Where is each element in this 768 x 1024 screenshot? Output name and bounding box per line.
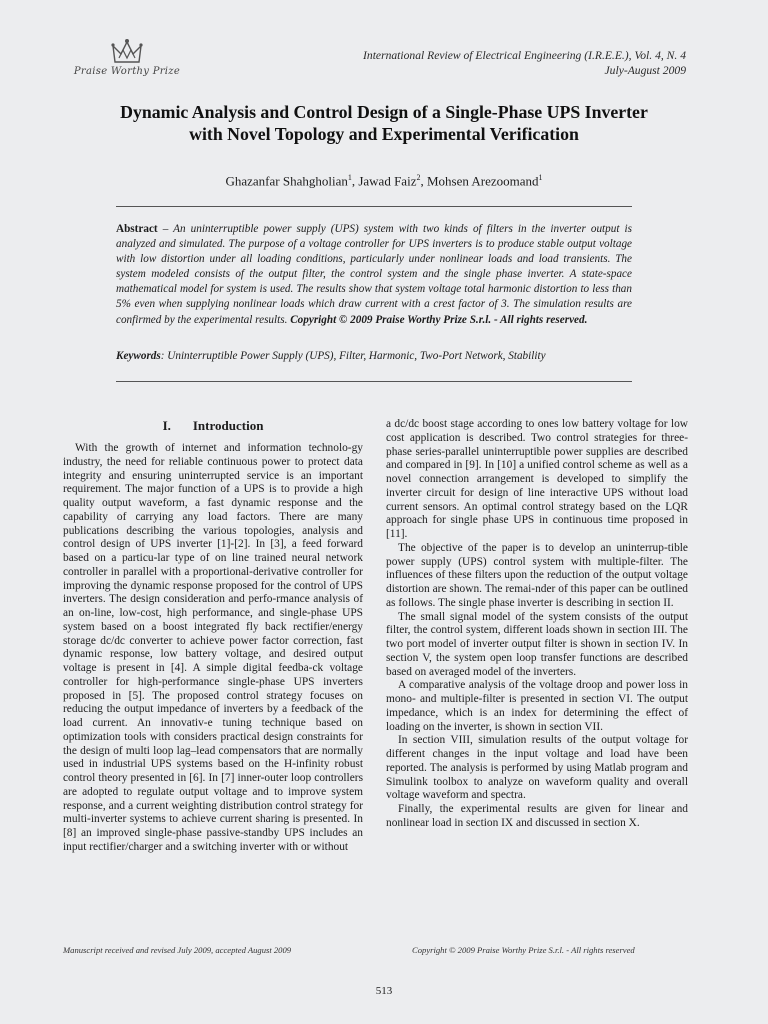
- crown-logo-icon: [107, 38, 147, 66]
- publisher-logo: [62, 38, 192, 77]
- affiliation-mark: 2: [416, 173, 421, 182]
- abstract-copyright: Copyright © 2009 Praise Worthy Prize S.r.l. - All rights reserved.: [290, 313, 588, 326]
- paragraph: With the growth of internet and information technolo-gy industry, the need for reliable continuous power to protect data integrity and ensuring uninterrupted service is an important requirement. The major function of a UPS is to provide a high quality output waveform, a fast dynamic response and the capability of carrying any load factors. There are many publications describing the various topologies, analysis and control design of UPS inverter [1]-[2]. In [3], a feed forward based on a particu-lar type of on line trained neural network controller in parallel with a proportional-derivative controller for improving the dynamic response proposed for the control of UPS inverters. The design consideration and perfo-rmance analysis of an on-line, low-cost, high performance, and single-phase UPS system based on a boost integrated fly back rectifier/energy storage dc/dc converter to achieve power factor correction, fast dynamic response, low battery voltage, and desired output voltage is present in [4]. A simple digital feedba-ck voltage controller for high-performance single-phase UPS inverters proposed in [5]. The proposed control strategy focuses on reducing the output impedance of inverters by a feedback of the load current. An innovativ-e tuning technique based on optimization tools with considers practical design constraints for the design of multi loop lag–lead compensators that are normally used in industrial UPS systems based on the H-infinity robust control theory presented in [6]. In [7] inner-outer loop controllers are adopted to regulate output voltage and to improve system response, and a current weighting distribution control strategy for multi-inverter systems to achieve current sharing is presented. In [8] an improved single-phase passive-standby UPS includes an input rectifier/charger and a switching inverter with or without: [63, 442, 363, 853]
- abstract: [116, 222, 632, 328]
- paragraph: The objective of the paper is to develop an uninterrup-tible power supply (UPS) control system with multiple-filter. The influences of these filters upon the reduction of the output voltage distortion are shown. The remai-nder of this paper can be outlined as follows. The single phase inverter is describing in section II.: [386, 541, 688, 609]
- paragraph: In section VIII, simulation results of the output voltage for different changes in the input voltage and load have been reported. The analysis is performed by using Matlab program and Simulink toolbox to analyze on waveform quality and overall voltage waveform and spectra.: [386, 734, 688, 802]
- title-line: Dynamic Analysis and Control Design of a Single-Phase UPS Inverter: [120, 102, 648, 122]
- journal-date: July-August 2009: [604, 64, 686, 77]
- affiliation-mark: 1: [538, 173, 543, 182]
- title-line: with Novel Topology and Experimental Verification: [189, 124, 579, 144]
- footer-copyright: Copyright © 2009 Praise Worthy Prize S.r.l. - All rights reserved: [412, 945, 635, 955]
- keywords-text: : Uninterruptible Power Supply (UPS), Filter, Harmonic, Two-Port Network, Stability: [160, 350, 546, 362]
- journal-line: International Review of Electrical Engineering (I.R.E.E.), Vol. 4, N. 4: [363, 49, 686, 62]
- paragraph: a dc/dc boost stage according to ones low battery voltage for low cost application is described. Two control strategies for three-phase series-parallel uninterruptible power supplies are described and compared in [9]. In [10] a unified control scheme as well as a novel connection arrangement is developed to simplify the inverter circuit for design of line interactive UPS without load current sensors. An optimal control strategy based on the LQR approach for single phase UPS in continuous time proposed in [11].: [386, 418, 688, 540]
- author-name: Ghazanfar Shahgholian: [225, 173, 348, 189]
- section-heading: [63, 418, 363, 434]
- paragraph: The small signal model of the system consists of the output filter, the control system, different loads shown in section III. The two port model of inverter output filter is shown in section IV. In section V, the system open loop transfer functions are described based on averaged model of the inverters.: [386, 610, 688, 678]
- right-column: [386, 418, 688, 831]
- divider: [116, 381, 632, 382]
- page-number: 513: [375, 985, 393, 997]
- keywords: [116, 349, 632, 364]
- affiliation-mark: 1: [347, 173, 352, 182]
- section-title: Introduction: [192, 418, 264, 433]
- abstract-text: – An uninterruptible power supply (UPS) system with two kinds of filters in the inverter output is analyzed and simulated. The purpose of a voltage controller for UPS inverters is to produce stable output voltage with low distortion under all loading conditions, particularly under nonlinear loads and load transients. The system modeled consists of the output filter, the control system and the single phase inverter. A state-space mathematical model for system is used. The results show that system voltage total harmonic distortion to less than 5% even when supplying nonlinear loads which draw current with a crest factor of 3. The simulation results are confirmed by the experimental results.: [116, 223, 632, 326]
- abstract-label: Abstract: [116, 223, 158, 235]
- manuscript-note: Manuscript received and revised July 2009, accepted August 2009: [63, 945, 292, 955]
- paper-title: [40, 101, 728, 145]
- divider: [116, 206, 632, 207]
- author-list: Ghazanfar Shahgholian$^1$, Jawad Faiz$^2$, Mohsen Arezoomand$^1$: [225, 173, 543, 189]
- paragraph: Finally, the experimental results are given for linear and nonlinear load in section IX and discussed in section X.: [386, 803, 688, 829]
- section-number: I.: [162, 418, 171, 433]
- author-name: Mohsen Arezoomand: [426, 173, 539, 189]
- paragraph: A comparative analysis of the voltage droop and power loss in mono- and multiple-filter is presented in section VI. The output impedance, which is an index for determining the effect of loading on the inverter, is shown in section VII.: [386, 679, 688, 733]
- left-column: [63, 442, 363, 855]
- journal-info: [363, 48, 686, 78]
- keywords-label: Keywords: [116, 350, 161, 362]
- logo-text: Praise Worthy Prize: [73, 66, 181, 77]
- author-name: Jawad Faiz: [358, 173, 417, 189]
